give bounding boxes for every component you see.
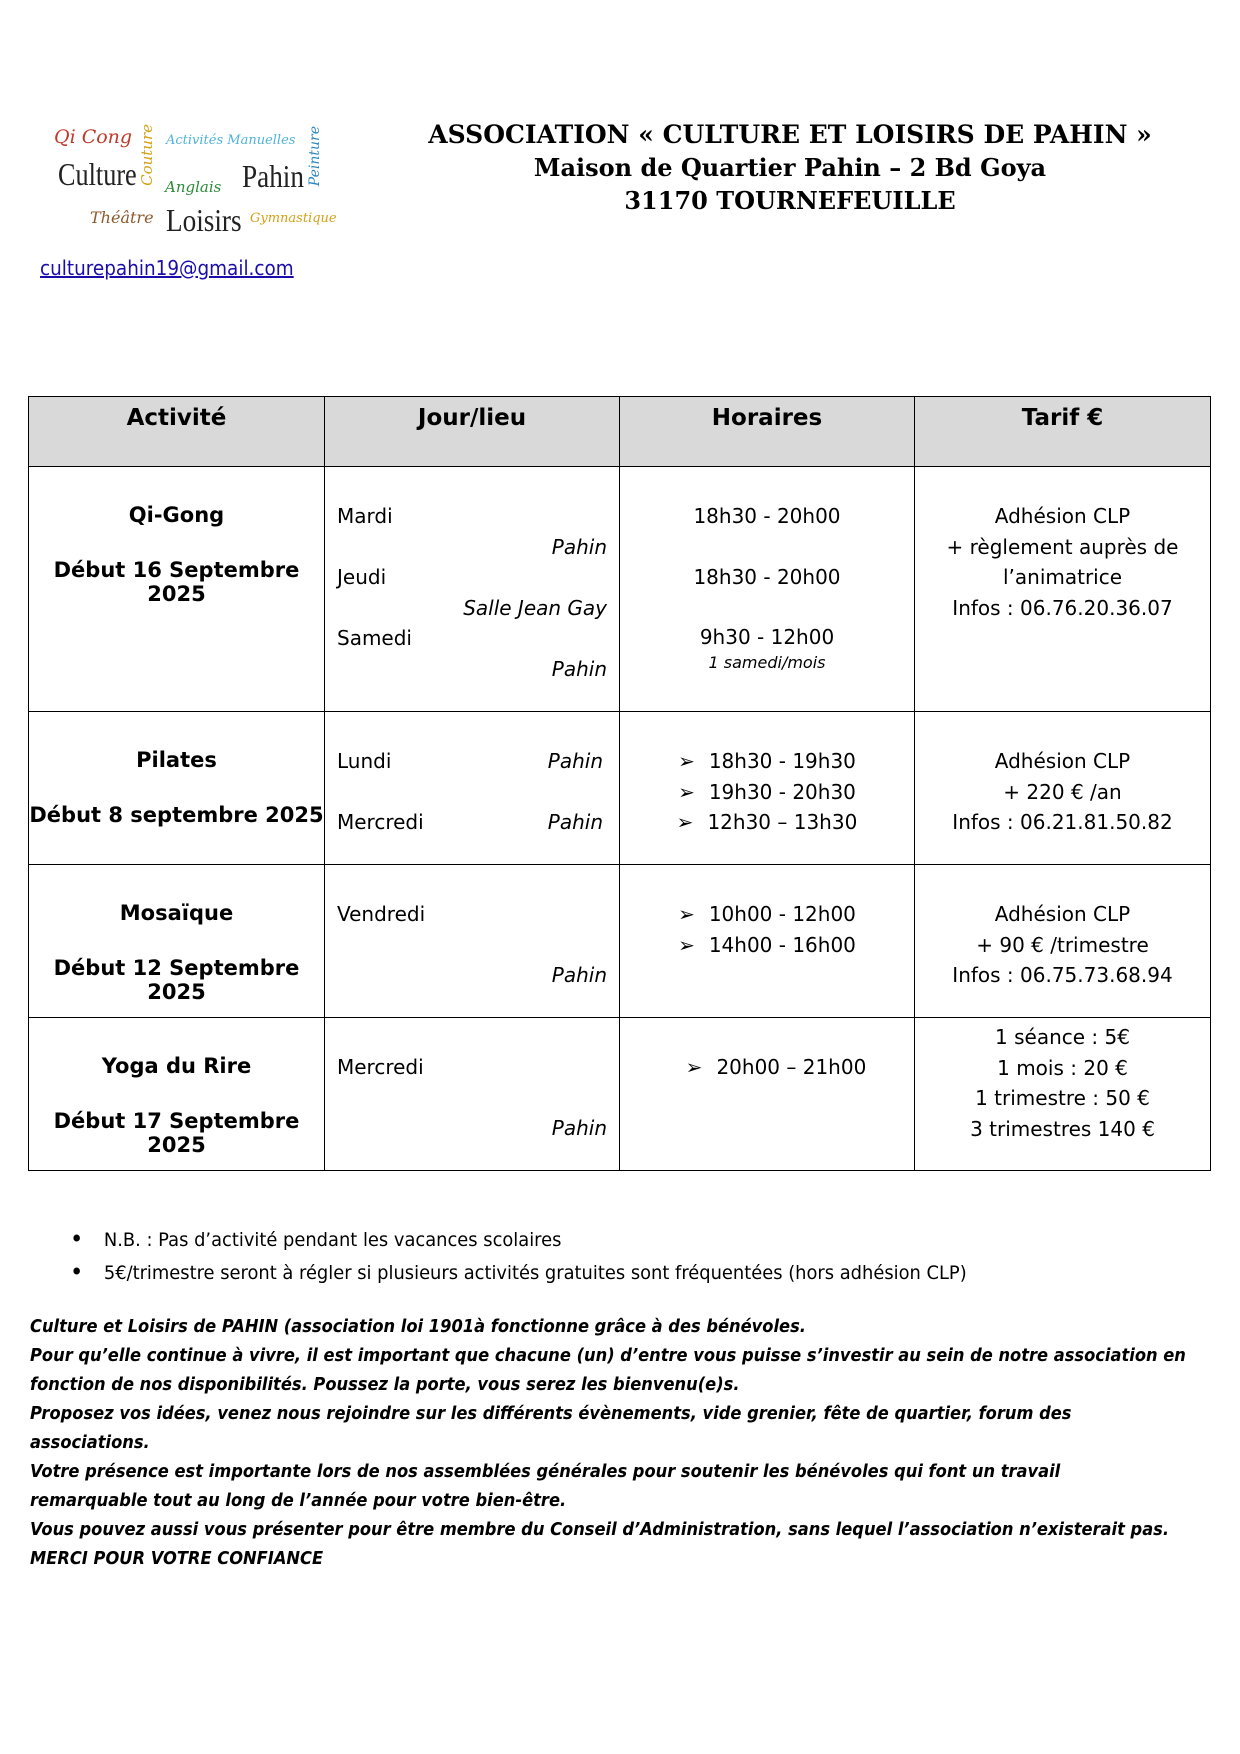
- message-line: Proposez vos idées, venez nous rejoindre sur les différents évènements, vide grenier, fête de quartier, forum des: [30, 1404, 1072, 1424]
- logo-word-qicong: Qi Cong: [54, 126, 133, 148]
- location: Pahin: [551, 1115, 607, 1140]
- tarif-line: 1 séance : 5€: [995, 1025, 1130, 1049]
- time-slot: ➢ 10h00 - 12h00: [632, 899, 902, 930]
- tarif-line: l’animatrice: [1002, 565, 1123, 589]
- tarif-line: + 90 € /trimestre: [976, 932, 1149, 957]
- location: Pahin: [551, 656, 607, 681]
- tarif-line: Adhésion CLP: [994, 902, 1131, 926]
- table-row: [29, 712, 1211, 865]
- days-cell: [325, 865, 620, 1018]
- logo-word-pahin: Pahin: [242, 158, 304, 194]
- logo-word-theatre: Théâtre: [90, 208, 154, 227]
- time-slot: ➢ 12h30 – 13h30: [632, 807, 902, 838]
- message-line: Votre présence est importante lors de nos assemblées générales pour soutenir les bénévoles qui font un travail: [30, 1462, 1061, 1482]
- message-line: remarquable tout au long de l’année pour votre bien-être.: [30, 1491, 567, 1511]
- logo-word-peinture: Peinture: [307, 126, 323, 187]
- list-item: • 5€/trimestre seront à régler si plusieurs activités gratuites sont fréquentées (hors adhésion CLP): [70, 1257, 967, 1290]
- logo-word-culture: Culture: [58, 156, 137, 192]
- day: Jeudi: [337, 565, 387, 589]
- location: Pahin: [551, 962, 607, 987]
- tarif-line: Infos : 06.76.20.36.07: [952, 595, 1173, 620]
- column-header-horaires: Horaires: [620, 397, 915, 467]
- list-item: • N.B. : Pas d’activité pendant les vacances scolaires: [70, 1224, 967, 1257]
- logo-word-gymnastique: Gymnastique: [250, 211, 337, 226]
- tarif-line: + 220 € /an: [1003, 779, 1122, 804]
- activity-start: Début 17 Septembre 2025: [53, 1109, 300, 1157]
- days-cell: [325, 712, 620, 865]
- table-row: [29, 467, 1211, 712]
- activity-start: Début 8 septembre 2025: [29, 803, 324, 827]
- hours-cell: [620, 712, 915, 865]
- activity-start: Début 12 Septembre 2025: [53, 956, 300, 1004]
- column-header-activite: Activité: [29, 397, 325, 467]
- activity-name: Pilates: [136, 748, 217, 772]
- time-slot: ➢ 18h30 - 19h30: [632, 746, 902, 777]
- table-header-row: [29, 397, 1211, 467]
- day: Mercredi: [337, 1055, 424, 1079]
- activity-name: Qi-Gong: [128, 503, 225, 527]
- days-cell: [325, 1018, 620, 1171]
- time-slot: 9h30 - 12h00: [699, 625, 835, 649]
- column-header-tarif: Tarif €: [915, 397, 1211, 467]
- days-cell: [325, 467, 620, 712]
- header-address: Maison de Quartier Pahin – 2 Bd Goya: [533, 153, 1047, 182]
- message-line: Vous pouvez aussi vous présenter pour être membre du Conseil d’Administration, sans lequel l’association n’existerait pas.: [30, 1520, 1170, 1540]
- day: Samedi: [337, 626, 412, 650]
- location: Pahin: [547, 809, 603, 834]
- tarif-cell: [915, 467, 1211, 712]
- day: Mercredi: [337, 809, 424, 834]
- table-row: [29, 865, 1211, 1018]
- time-slot: ➢ 14h00 - 16h00: [632, 930, 902, 961]
- time-slot: 18h30 - 20h00: [693, 504, 841, 528]
- message-line: Culture et Loisirs de PAHIN (association loi 1901à fonctionne grâce à des bénévoles.: [30, 1317, 806, 1337]
- table-row: [29, 1018, 1211, 1171]
- location: Pahin: [547, 749, 603, 773]
- activity-cell: [29, 865, 325, 1018]
- message-line: fonction de nos disponibilités. Poussez la porte, vous serez les bienvenu(e)s.: [30, 1375, 740, 1395]
- message-line: Pour qu’elle continue à vivre, il est important que chacune (un) d’entre vous puisse s’investir au sein de notre association en: [30, 1346, 1186, 1366]
- tarif-line: 3 trimestres 140 €: [970, 1116, 1155, 1141]
- association-logo: [50, 118, 350, 248]
- hours-cell: [620, 467, 915, 712]
- activity-start: Début 16 Septembre 2025: [53, 558, 300, 606]
- location: Salle Jean Gay: [463, 595, 607, 620]
- association-message: [30, 1313, 1210, 1574]
- day: Mardi: [337, 504, 393, 528]
- logo-word-loisirs: Loisirs: [166, 202, 242, 238]
- schedule-table: [28, 396, 1211, 1171]
- location: Pahin: [551, 534, 607, 559]
- logo-word-couture: Couture: [138, 124, 156, 186]
- time-slot: 18h30 - 20h00: [693, 564, 841, 589]
- header-city: 31170 TOURNEFEUILLE: [624, 186, 956, 215]
- tarif-cell: [915, 1018, 1211, 1171]
- email-link[interactable]: culturepahin19@gmail.com: [40, 256, 294, 280]
- tarif-line: 1 trimestre : 50 €: [975, 1086, 1150, 1110]
- tarif-line: + règlement auprès de: [946, 534, 1179, 559]
- activity-cell: [29, 712, 325, 865]
- logo-word-activites: Activités Manuelles: [166, 133, 296, 148]
- activity-name: Yoga du Rire: [101, 1054, 252, 1078]
- time-slot: ➢ 20h00 – 21h00: [650, 1052, 902, 1083]
- hours-cell: [620, 1018, 915, 1171]
- tarif-line: Infos : 06.21.81.50.82: [952, 810, 1173, 834]
- message-line: associations.: [30, 1433, 150, 1453]
- logo-word-anglais: Anglais: [165, 178, 222, 196]
- tarif-line: Infos : 06.75.73.68.94: [952, 963, 1173, 987]
- activity-cell: [29, 467, 325, 712]
- tarif-line: 1 mois : 20 €: [997, 1055, 1128, 1080]
- header-title: ASSOCIATION « CULTURE ET LOISIRS DE PAHIN »: [428, 120, 1152, 149]
- tarif-line: Adhésion CLP: [994, 504, 1131, 528]
- message-line: MERCI POUR VOTRE CONFIANCE: [30, 1549, 324, 1569]
- time-slot: ➢ 19h30 - 20h30: [632, 777, 902, 808]
- activity-cell: [29, 1018, 325, 1171]
- time-note: 1 samedi/mois: [708, 652, 826, 672]
- column-header-jour-lieu: Jour/lieu: [325, 397, 620, 467]
- notes-list: [70, 1224, 1024, 1290]
- tarif-cell: [915, 865, 1211, 1018]
- hours-cell: [620, 865, 915, 1018]
- tarif-line: Adhésion CLP: [994, 749, 1131, 773]
- day: Lundi: [337, 749, 392, 773]
- activity-name: Mosaïque: [119, 901, 234, 925]
- day: Vendredi: [337, 902, 426, 926]
- document-header: [385, 118, 1195, 217]
- tarif-cell: [915, 712, 1211, 865]
